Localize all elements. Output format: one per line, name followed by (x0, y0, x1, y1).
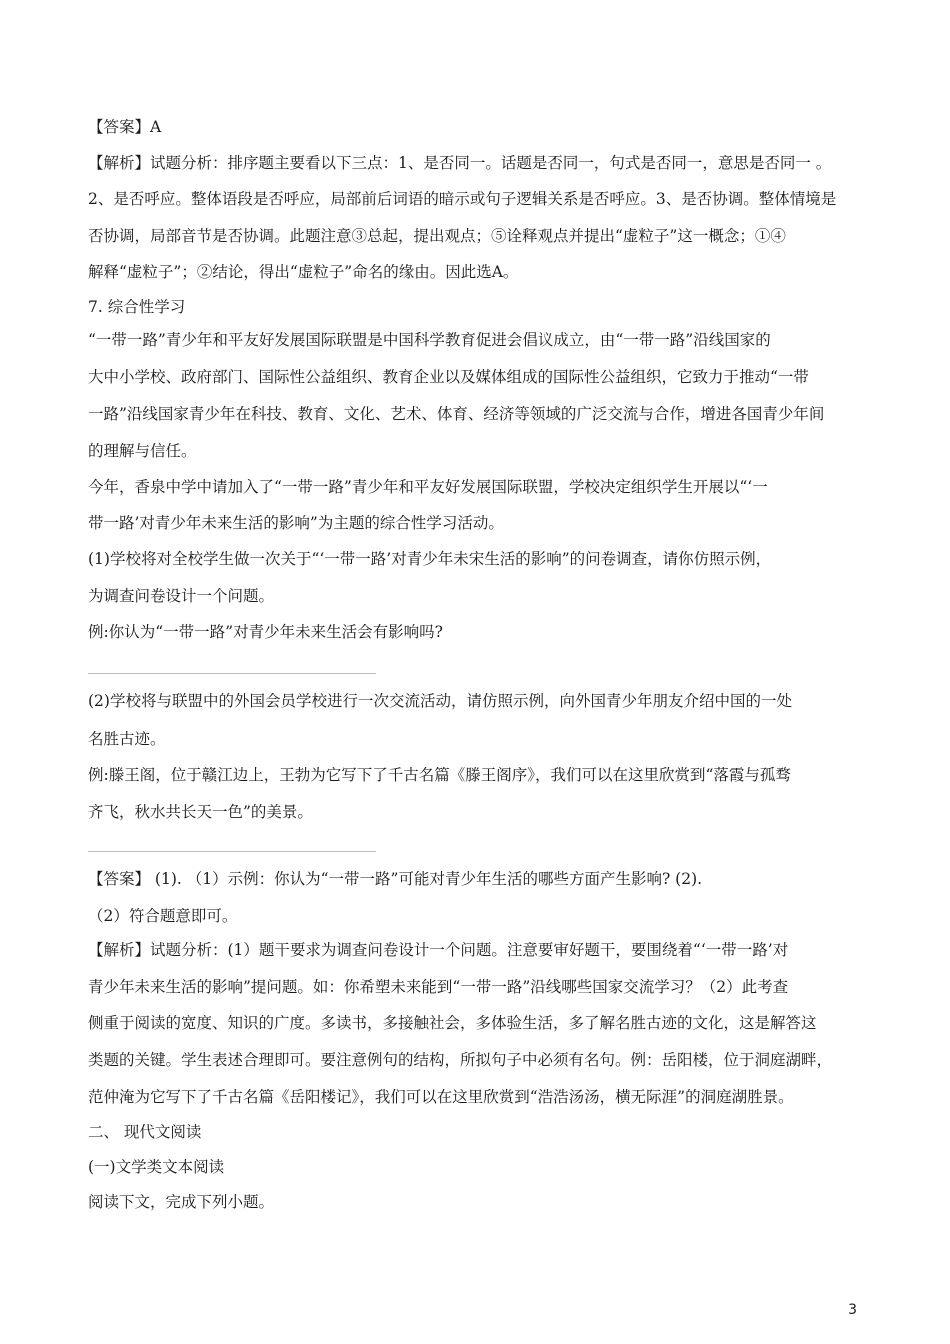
passage-line-4: 的理解与信任。 (88, 442, 197, 460)
question-7-heading: 7. 综合性学习 (88, 298, 186, 316)
analysis-line-3: 否协调，局部音节是否协调。此题注意③总起，提出观点；⑤诠释观点并提出“虚粒子”这一概念；①④ (88, 227, 786, 245)
explanation-line-3: 侧重于阅读的宽度、知识的广度。多读书，多接触社会，多体验生活，多了解名胜古迹的文化，这是解答这 (88, 1014, 817, 1032)
passage-line-2: 大中小学校、政府部门、国际性公益组织、教育企业以及媒体组成的国际性公益组织，它致力于推动“一带 (88, 368, 809, 386)
sub-question-2-example-1: 例:滕王阁，位于赣江边上，王勃为它写下了千古名篇《滕王阁序》，我们可以在这里欣赏到“落霞与孤骛 (88, 766, 791, 784)
passage-line-3: 一路”沿线国家青少年在科技、教育、文化、艺术、体育、经济等领域的广泛交流与合作，增进各国青少年间 (88, 405, 825, 423)
answer-blank-line-1 (88, 673, 376, 674)
reading-instruction: 阅读下文，完成下列小题。 (88, 1193, 275, 1211)
sub-question-1-example: 例:你认为“一带一路”对青少年未来生活会有影响吗? (88, 623, 443, 641)
sub-question-2-line-1: (2)学校将与联盟中的外国会员学校进行一次交流活动，请仿照示例，向外国青少年朋友介绍中国的一处 (88, 692, 792, 710)
explanation-line-1: 【解析】试题分析：(1）题干要求为调查问卷设计一个问题。注意要审好题干，要围绕着“‘一带一路’对 (88, 941, 789, 959)
explanation-line-4: 类题的关键。学生表述合理即可。要注意例句的结构，所拟句子中必须有名句。例：岳阳楼，位于洞庭湖畔， (88, 1051, 833, 1069)
answer-label-a: 【答案】A (88, 118, 162, 136)
analysis-line-4: 解释“虚粒子”；②结论，得出“虚粒子”命名的缘由。因此选A。 (88, 263, 519, 281)
passage-line-5: 今年，香泉中学中请加入了“一带一路”青少年和平友好发展国际联盟，学校决定组织学生开展以“‘一 (88, 478, 768, 496)
sub-question-2-example-2: 齐飞，秋水共长天一色”的美景。 (88, 803, 313, 821)
explanation-line-5: 范仲淹为它写下了千古名篇《岳阳楼记》，我们可以在这里欣赏到“浩浩汤汤，横无际涯”的洞庭湖胜景。 (88, 1088, 794, 1106)
answer-line-1: 【答案】 (1). （1）示例：你认为“一带一路”可能对青少年生活的哪些方面产生影响? (2). (88, 870, 703, 888)
sub-question-1-line-2: 为调查问卷设计一个问题。 (88, 587, 275, 605)
analysis-line-2: 2、是否呼应。整体语段是否呼应，局部前后词语的暗示或句子逻辑关系是否呼应。3、是否协调。整体情境是 (88, 190, 837, 208)
passage-line-1: “一带一路”青少年和平友好发展国际联盟是中国科学教育促进会倡议成立，由“一带一路”沿线国家的 (88, 331, 771, 349)
analysis-line-1: 【解析】试题分析：排序题主要看以下三点：1、是否同一。话题是否同一，句式是否同一，意思是否同一 。 (88, 154, 832, 172)
sub-question-1-line-1: (1)学校将对全校学生做一次关于“‘一带一路’对青少年未宋生活的影响”的问卷调查，请你仿照示例， (88, 550, 772, 568)
explanation-line-2: 青少年未来生活的影响”提问题。如：你希塑未来能到“一带一路”沿线哪些国家交流学习？（2）此考查 (88, 978, 789, 996)
subsection-heading: (一)文学类文本阅读 (88, 1158, 225, 1176)
section-two-heading: 二、 现代文阅读 (88, 1123, 202, 1141)
page-number: 3 (848, 1302, 857, 1318)
answer-blank-line-2 (88, 851, 376, 852)
answer-line-2: （2）符合题意即可。 (88, 907, 238, 925)
passage-line-6: 带一路’对青少年未来生活的影响”为主题的综合性学习活动。 (88, 514, 504, 532)
sub-question-2-line-2: 名胜古迹。 (88, 730, 166, 748)
